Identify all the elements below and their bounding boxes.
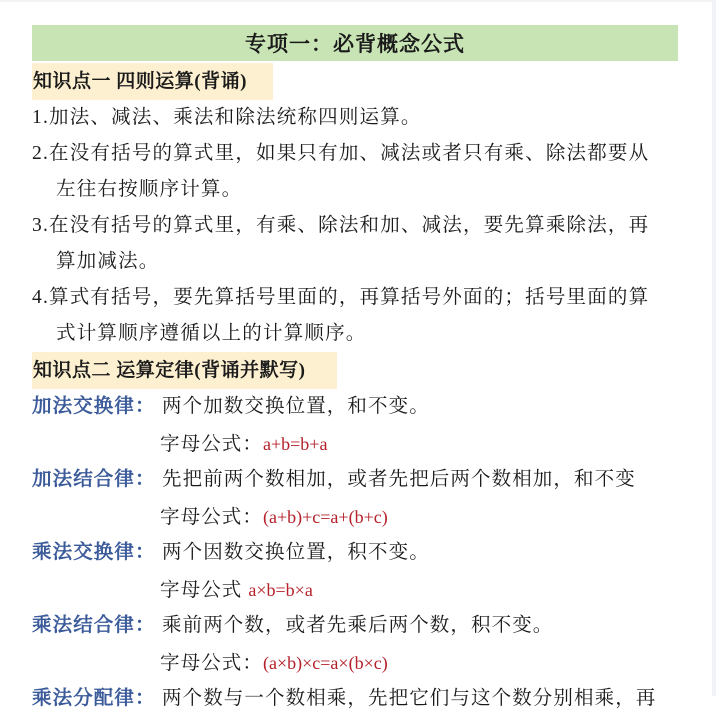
rule-line-continuation: 式计算顺序遵循以上的计算顺序。 [56, 323, 367, 344]
rule-line: 1.加法、减法、乘法和除法统称四则运算。 [32, 107, 422, 128]
law-description: 两个加数交换位置，和不变。 [162, 396, 430, 417]
formula-expression: a+b=b+a [263, 433, 328, 454]
law-name: 乘法分配律： [32, 688, 156, 709]
formula-label: 字母公式： [160, 652, 264, 674]
page-title: 专项一：必背概念公式 [32, 25, 678, 61]
formula-expression: (a+b)+c=a+(b+c) [263, 506, 388, 527]
law-name: 加法结合律： [32, 469, 156, 490]
rule-line: 4.算式有括号，要先算括号里面的，再算括号外面的；括号里面的算 [32, 287, 650, 308]
formula-row [32, 426, 678, 463]
arithmetic-rules-list [32, 100, 678, 352]
section-header-arithmetic: 知识点一 四则运算(背诵) [32, 63, 273, 100]
law-description: 两个数与一个数相乘，先把它们与这个数分别相乘，再 [162, 688, 657, 709]
rule-line-continuation: 左往右按顺序计算。 [56, 179, 243, 200]
law-row-multiplication-associative [32, 608, 678, 645]
law-name: 乘法交换律： [32, 542, 156, 563]
rule-line: 2.在没有括号的算式里，如果只有加、减法或者只有乘、除法都要从 [32, 143, 650, 164]
top-edge-strip [0, 0, 716, 2]
law-row-distributive [32, 681, 678, 718]
rule-line: 3.在没有括号的算式里，有乘、除法和加、减法，要先算乘除法，再 [32, 215, 650, 236]
rule-line-continuation: 算加减法。 [56, 251, 160, 272]
formula-expression: a×b=b×a [248, 579, 313, 600]
formula-row [32, 572, 678, 609]
law-name: 乘法结合律： [32, 615, 156, 636]
law-description: 乘前两个数，或者先乘后两个数，积不变。 [162, 615, 554, 636]
law-row-addition-associative [32, 462, 678, 499]
formula-label: 字母公式 [160, 579, 249, 601]
law-row-addition-commutative [32, 389, 678, 426]
laws-list [32, 389, 678, 718]
formula-expression: (a×b)×c=a×(b×c) [263, 652, 388, 673]
section-header-laws: 知识点二 运算定律(背诵并默写) [32, 352, 337, 389]
formula-row [32, 499, 678, 536]
law-description: 先把前两个数相加，或者先把后两个数相加，和不变 [162, 469, 636, 490]
document-page [32, 25, 678, 718]
law-description: 两个因数交换位置，积不变。 [162, 542, 430, 563]
formula-row [32, 645, 678, 682]
right-scrollbar-track [712, 0, 716, 696]
formula-label: 字母公式： [160, 506, 264, 528]
law-name: 加法交换律： [32, 396, 156, 417]
formula-label: 字母公式： [160, 433, 264, 455]
law-row-multiplication-commutative [32, 535, 678, 572]
